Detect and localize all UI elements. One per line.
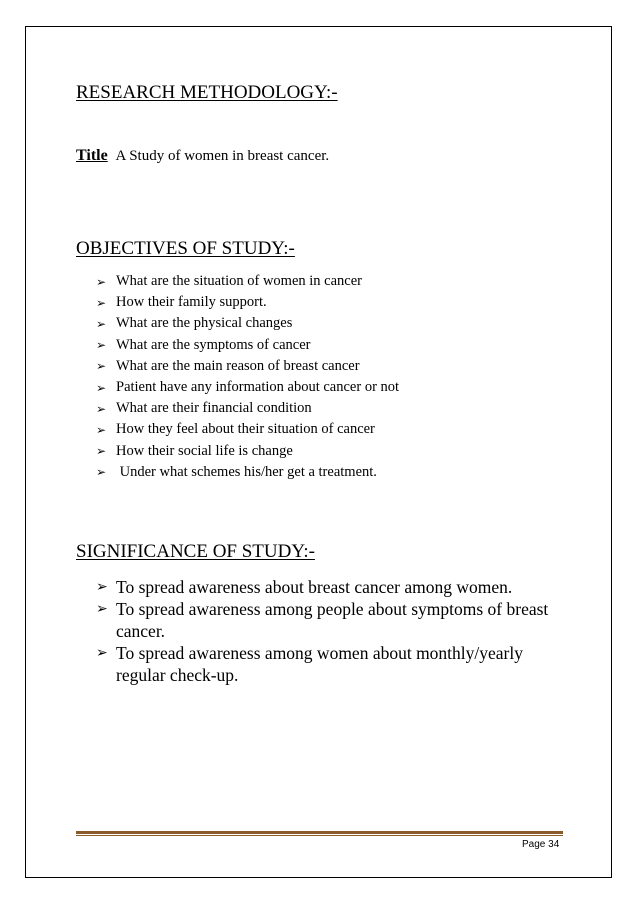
significance-list xyxy=(96,576,576,686)
objective-item xyxy=(96,462,399,483)
objective-item xyxy=(96,335,399,356)
arrow-bullet-icon: ➢ xyxy=(96,338,107,353)
objective-item xyxy=(96,377,399,398)
objective-item xyxy=(96,398,399,419)
arrow-bullet-icon: ➢ xyxy=(96,601,108,617)
objective-text: What are their financial condition xyxy=(116,400,312,417)
objective-text: What are the situation of women in cancer xyxy=(116,273,362,289)
significance-item xyxy=(96,642,576,686)
arrow-bullet-icon: ➢ xyxy=(96,295,107,310)
arrow-bullet-icon: ➢ xyxy=(96,401,107,416)
title-text: A Study of women in breast cancer. xyxy=(115,148,330,164)
significance-item xyxy=(96,576,576,598)
objective-item xyxy=(96,441,399,462)
research-methodology-heading: RESEARCH METHODOLOGY:- xyxy=(76,82,338,103)
objective-item xyxy=(96,356,399,377)
objective-item xyxy=(96,271,399,292)
arrow-bullet-icon: ➢ xyxy=(96,274,107,289)
arrow-bullet-icon: ➢ xyxy=(96,316,107,331)
significance-text: To spread awareness among women about monthly/yearly regular check-up. xyxy=(116,643,523,685)
footer-rule-thin xyxy=(76,835,563,836)
objective-text: What are the physical changes xyxy=(116,315,293,332)
objective-item xyxy=(96,313,399,334)
study-title-line xyxy=(76,147,329,165)
objective-item xyxy=(96,292,399,313)
objective-text: What are the main reason of breast cancer xyxy=(116,357,360,374)
significance-text: To spread awareness about breast cancer among women. xyxy=(116,577,513,597)
significance-item xyxy=(96,598,576,642)
objectives-list xyxy=(96,271,399,483)
arrow-bullet-icon: ➢ xyxy=(96,444,107,459)
arrow-bullet-icon: ➢ xyxy=(96,380,107,395)
arrow-bullet-icon: ➢ xyxy=(96,645,108,661)
significance-heading: SIGNIFICANCE OF STUDY:- xyxy=(76,541,315,562)
objective-text: Patient have any information about cancer or not xyxy=(116,378,400,395)
footer-rule xyxy=(76,831,563,834)
objective-text: Under what schemes his/her get a treatment. xyxy=(116,463,377,480)
arrow-bullet-icon: ➢ xyxy=(96,422,107,437)
objective-item xyxy=(96,419,399,440)
page-number: Page 34 xyxy=(522,839,560,850)
significance-text: To spread awareness among people about symptoms of breast cancer. xyxy=(116,599,549,641)
objective-text: How they feel about their situation of cancer xyxy=(116,421,375,438)
objective-text: What are the symptoms of cancer xyxy=(116,336,311,353)
objective-text: How their family support. xyxy=(116,294,267,311)
title-label: Title xyxy=(76,147,108,164)
objective-text: How their social life is change xyxy=(116,442,293,459)
arrow-bullet-icon: ➢ xyxy=(96,579,108,595)
arrow-bullet-icon: ➢ xyxy=(96,465,107,480)
objectives-heading: OBJECTIVES OF STUDY:- xyxy=(76,238,295,259)
arrow-bullet-icon: ➢ xyxy=(96,359,107,374)
